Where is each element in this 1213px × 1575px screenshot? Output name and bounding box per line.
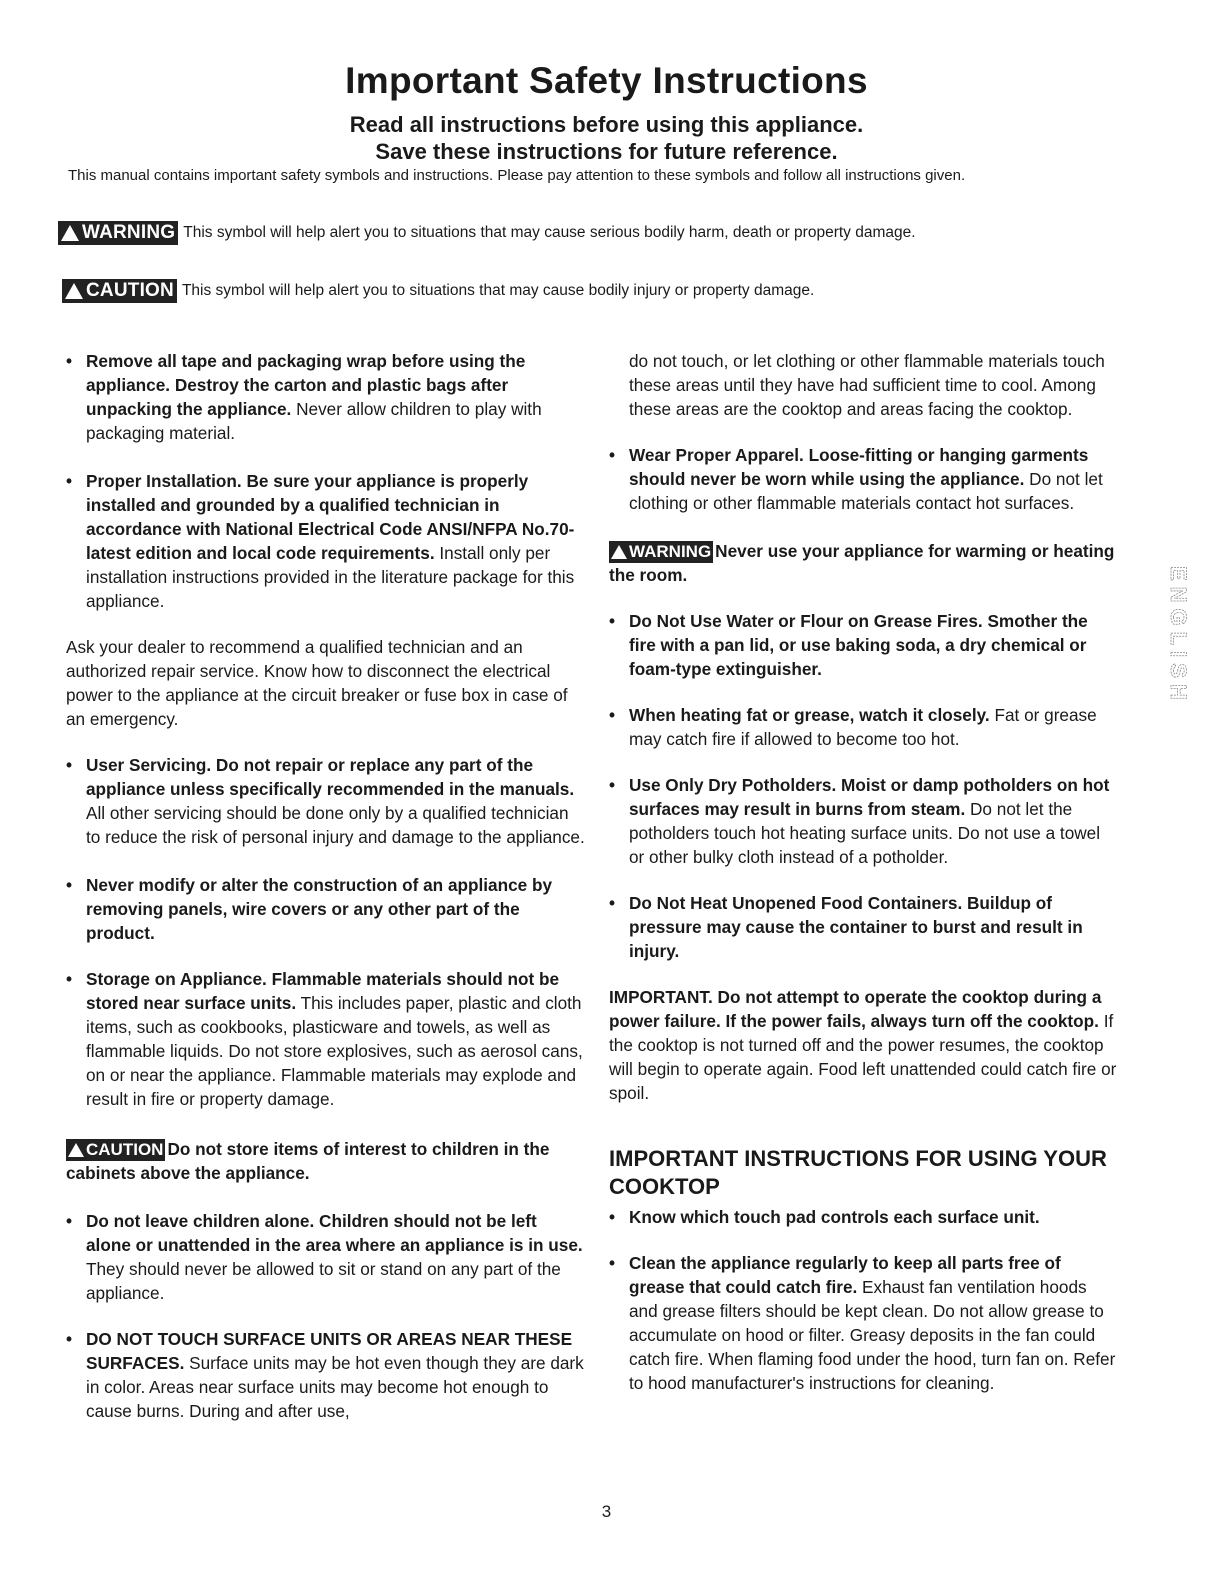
page-title: Important Safety Instructions bbox=[345, 60, 868, 101]
list-item: • Storage on Appliance. Flammable materials should not be stored near surface units. This includes paper, plastic and cloth items, such as cookbooks, plasticware and towels, as well as flammable liquids. Do not store explosives, such as aerosol cans, on or near the appliance. Flammable materials may explode and result in fire or property damage. bbox=[66, 967, 586, 1111]
alert-triangle-icon bbox=[61, 225, 79, 241]
list-item: • When heating fat or grease, watch it closely. Fat or grease may catch fire if allowed to become too hot. bbox=[609, 703, 1119, 751]
list-item: • User Servicing. Do not repair or replace any part of the appliance unless specifically recommended in the manuals. All other servicing should be done only by a qualified technician to reduce the risk of personal injury and damage to the appliance. bbox=[66, 753, 586, 849]
list-item: • Never modify or alter the construction of an appliance by removing panels, wire covers or any other part of the product. bbox=[66, 873, 586, 945]
list-item: • Know which touch pad controls each surface unit. bbox=[609, 1205, 1119, 1229]
right-column bbox=[609, 349, 1119, 1395]
section-heading: IMPORTANT INSTRUCTIONS FOR USING YOUR COOKTOP bbox=[609, 1146, 1107, 1199]
page-number: 3 bbox=[601, 1502, 612, 1521]
alert-triangle-icon bbox=[68, 1143, 84, 1157]
list-item: • Wear Proper Apparel. Loose-fitting or hanging garments should never be worn while using the appliance. Do not let clothing or other flammable materials contact hot surfaces. bbox=[609, 443, 1119, 515]
list-item: • DO NOT TOUCH SURFACE UNITS OR AREAS NEAR THESE SURFACES. Surface units may be hot even though they are dark in color. Areas near surface units may become hot enough to cause burns. During and after use, bbox=[66, 1327, 586, 1423]
side-tab-text: ENGLISH bbox=[1166, 566, 1191, 706]
list-item: • Do Not Use Water or Flour on Grease Fires. Smother the fire with a pan lid, or use baking soda, a dry chemical or foam-type extinguisher. bbox=[609, 609, 1119, 681]
important-paragraph: IMPORTANT. Do not attempt to operate the cooktop during a power failure. If the power fails, always turn off the cooktop. If the cooktop is not turned off and the power resumes, the cooktop will begin to operate again. Food left unattended could catch fire or spoil. bbox=[609, 987, 1117, 1103]
warning-paragraph: WARNING Never use your appliance for warming or heating the room. bbox=[609, 541, 1115, 585]
warning-symbol-text: This symbol will help alert you to situations that may cause serious bodily harm, death or property damage. bbox=[183, 224, 916, 241]
list-item: • Do not leave children alone. Children should not be left alone or unattended in the area where an appliance is in use. They should never be allowed to sit or stand on any part of the appliance. bbox=[66, 1209, 586, 1305]
alert-triangle-icon bbox=[611, 545, 627, 559]
warning-symbol-row bbox=[58, 221, 916, 245]
subtitle-read: Read all instructions before using this appliance. bbox=[349, 112, 864, 137]
left-column bbox=[66, 349, 586, 1423]
language-side-tab bbox=[1150, 566, 1191, 766]
list-item: • Clean the appliance regularly to keep all parts free of grease that could catch fire. Exhaust fan ventilation hoods and grease filters should be kept clean. Do not allow grease to accumulate on hood or filter. Greasy deposits in the fan could catch fire. When flaming food under the hood, turn fan on. Refer to hood manufacturer's instructions for cleaning. bbox=[609, 1251, 1119, 1395]
caution-paragraph: CAUTION Do not store items of interest to children in the cabinets above the appliance. bbox=[66, 1139, 550, 1183]
list-item: • Do Not Heat Unopened Food Containers. Buildup of pressure may cause the container to burst and result in injury. bbox=[609, 891, 1119, 963]
caution-symbol-row bbox=[62, 279, 814, 303]
list-item: • Proper Installation. Be sure your appliance is properly installed and grounded by a qualified technician in accordance with National Electrical Code ANSI/NFPA No.70-latest edition and local code requirements. Install only per installation instructions provided in the literature package for this appliance. bbox=[66, 469, 586, 613]
caution-symbol-text: This symbol will help alert you to situations that may cause bodily injury or property damage. bbox=[181, 282, 815, 299]
subtitle-save: Save these instructions for future reference. bbox=[375, 139, 838, 164]
paragraph: Ask your dealer to recommend a qualified technician and an authorized repair service. Know how to disconnect the electrical power to the appliance at the circuit breaker or fuse box in case of an emergency. bbox=[66, 637, 568, 729]
list-item: • Use Only Dry Potholders. Moist or damp potholders on hot surfaces may result in burns from steam. Do not let the potholders touch hot heating surface units. Do not use a towel or other bulky cloth instead of a potholder. bbox=[609, 773, 1119, 869]
alert-triangle-icon bbox=[65, 283, 83, 299]
caution-badge: CAUTION bbox=[66, 1139, 165, 1161]
caution-badge: CAUTION bbox=[62, 279, 177, 303]
list-item: • Remove all tape and packaging wrap before using the appliance. Destroy the carton and plastic bags after unpacking the appliance. Never allow children to play with packaging material. bbox=[66, 349, 586, 445]
paragraph: do not touch, or let clothing or other flammable materials touch these areas until they have had sufficient time to cool. Among these areas are the cooktop and areas facing the cooktop. bbox=[629, 351, 1105, 419]
warning-badge: WARNING bbox=[609, 541, 713, 563]
intro-text: This manual contains important safety symbols and instructions. Please pay attention to these symbols and follow all instructions given. bbox=[68, 167, 966, 184]
warning-badge: WARNING bbox=[58, 221, 178, 245]
